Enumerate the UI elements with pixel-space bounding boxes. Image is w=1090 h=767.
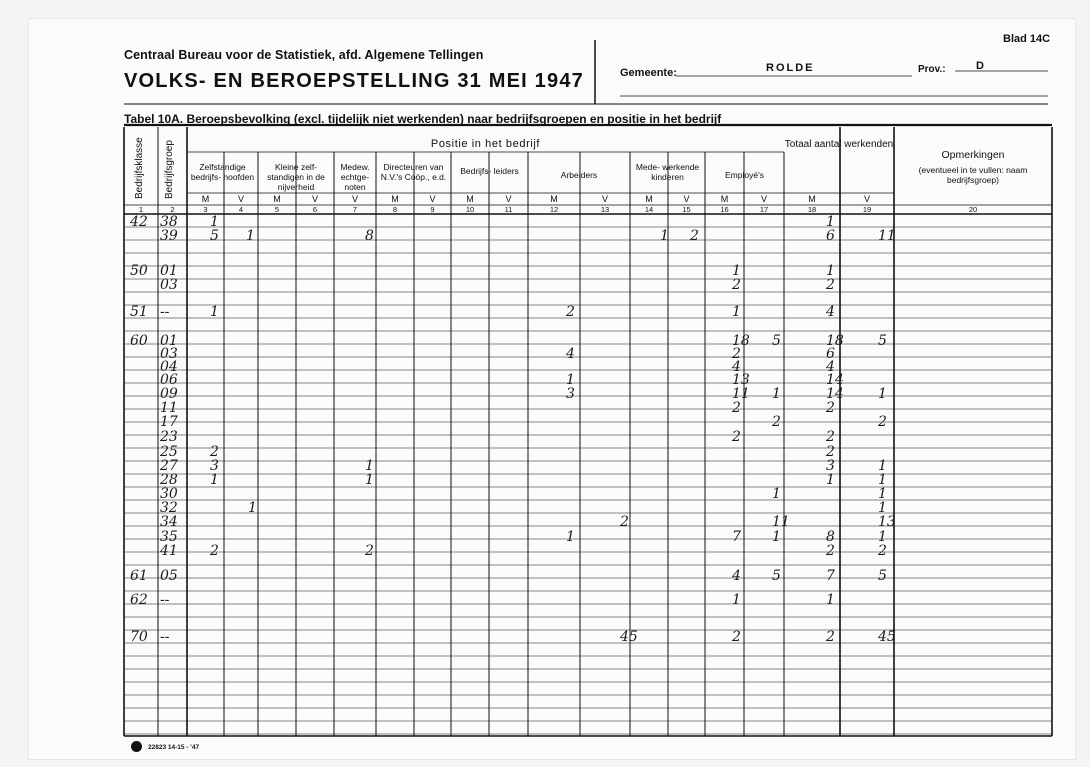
entry-c12: 4 — [566, 346, 575, 362]
entry-c7: 1 — [365, 458, 374, 474]
entry-groep: 03 — [160, 277, 178, 293]
column-number: 16 — [720, 205, 729, 214]
column-number: 17 — [759, 205, 769, 214]
entry-klasse: 62 — [130, 592, 148, 608]
mv-label: M — [550, 194, 558, 204]
entry-c18: 1 — [826, 263, 835, 279]
header-group-6: Arbeiders — [560, 170, 598, 180]
column-number: 19 — [862, 205, 872, 214]
entry-groep: 01 — [160, 263, 178, 279]
mv-label: V — [505, 194, 512, 204]
header-group-3: Medew. echtge- noten — [340, 162, 370, 192]
entry-groep: 30 — [160, 486, 178, 502]
entry-groep: 27 — [160, 458, 178, 474]
header-positie: Positie in het bedrijf — [430, 138, 541, 150]
entry-c19: 1 — [878, 486, 887, 502]
entry-c18: 6 — [826, 346, 835, 362]
column-number: 14 — [644, 205, 654, 214]
bureau-name: Centraal Bureau voor de Statistiek, afd. Algemene Tellingen — [124, 48, 484, 62]
mv-label: V — [760, 194, 767, 204]
mv-label: M — [466, 194, 474, 204]
entry-c16: 11 — [732, 386, 750, 402]
entry-c17: 11 — [772, 514, 790, 530]
entry-c19: 2 — [878, 543, 887, 559]
entry-c18: 2 — [826, 543, 835, 559]
entry-groep: 41 — [160, 543, 178, 559]
entry-c17: 1 — [772, 486, 781, 502]
column-number: 2 — [170, 205, 175, 214]
header-group-7: Mede- werkende kinderen — [635, 162, 700, 182]
entry-c16: 1 — [732, 592, 741, 608]
mv-label: V — [237, 194, 244, 204]
column-number: 20 — [968, 205, 978, 214]
entry-c18: 4 — [826, 359, 835, 375]
entry-groep: -- — [160, 304, 170, 320]
entry-c18: 18 — [826, 333, 844, 349]
entry-c19: 5 — [878, 568, 887, 584]
column-number: 11 — [504, 205, 513, 214]
header-group-1: Zelfstandige bedrijfs- hoofden — [190, 162, 255, 182]
entry-groep: 25 — [160, 444, 178, 460]
table-title: Tabel 10A. Beroepsbevolking (excl. tijdelijk niet werkenden) naar bedrijfsgroepen en positie in het bedrijf — [124, 112, 722, 126]
entry-c18: 1 — [826, 592, 835, 608]
entry-groep: 05 — [160, 568, 178, 584]
entry-groep: -- — [160, 592, 170, 608]
province-label: Prov.: — [918, 64, 946, 75]
entry-c15: 2 — [690, 228, 699, 244]
column-number: 5 — [274, 205, 280, 214]
entry-c14: 1 — [660, 228, 669, 244]
column-number: 3 — [203, 205, 208, 214]
entry-c16: 2 — [732, 277, 741, 293]
column-number: 10 — [465, 205, 475, 214]
mv-label: M — [391, 194, 399, 204]
entry-c17: 1 — [772, 386, 781, 402]
entry-groep: 32 — [160, 500, 178, 516]
header-opmerkingen-sub: (eventueel in te vullen: naam bedrijfsgroep) — [918, 165, 1028, 185]
entry-c18: 2 — [826, 629, 835, 645]
entry-c19: 2 — [878, 414, 887, 430]
entry-c19: 1 — [878, 386, 887, 402]
entry-groep: 39 — [160, 228, 178, 244]
entry-c12: 2 — [566, 304, 575, 320]
entry-c18: 2 — [826, 444, 835, 460]
sheet-number: Blad 14C — [1003, 33, 1051, 45]
mv-label: V — [863, 194, 870, 204]
entry-klasse: 42 — [130, 214, 148, 230]
entry-c16: 4 — [732, 359, 741, 375]
entry-c16: 1 — [732, 304, 741, 320]
entry-c18: 2 — [826, 277, 835, 293]
mv-label: V — [429, 194, 436, 204]
entry-groep: 38 — [160, 214, 178, 230]
entry-c19: 1 — [878, 529, 887, 545]
entry-c19: 1 — [878, 458, 887, 474]
entry-c3: 3 — [210, 458, 219, 474]
column-number: 18 — [807, 205, 817, 214]
entry-groep: 35 — [160, 529, 178, 545]
entry-groep: -- — [160, 629, 170, 645]
column-number: 1 — [138, 205, 144, 214]
entry-c12: 3 — [566, 386, 575, 402]
entry-c3: 5 — [210, 228, 219, 244]
entry-c19: 1 — [878, 472, 887, 488]
entry-groep: 01 — [160, 333, 178, 349]
mv-label: M — [645, 194, 653, 204]
entry-c18: 6 — [826, 228, 835, 244]
entry-c19: 11 — [878, 228, 896, 244]
mv-label: M — [720, 194, 729, 204]
entry-c16: 2 — [732, 629, 741, 645]
mv-label: V — [351, 194, 358, 204]
entry-c17: 5 — [772, 568, 781, 584]
entry-c16: 1 — [732, 263, 741, 279]
entry-c13: 2 — [620, 514, 629, 530]
gemeente-value: ROLDE — [766, 62, 815, 74]
province-value: D — [976, 60, 984, 72]
entry-c19: 13 — [878, 514, 896, 530]
entry-c4: 1 — [246, 228, 255, 244]
entry-c19: 1 — [878, 500, 887, 516]
entry-c18: 1 — [826, 472, 835, 488]
column-number: 4 — [238, 205, 244, 214]
entry-groep: 03 — [160, 346, 178, 362]
entry-c17: 5 — [772, 333, 781, 349]
entry-c19: 45 — [878, 629, 896, 645]
entry-klasse: 60 — [130, 333, 148, 349]
entry-groep: 04 — [160, 359, 178, 375]
header-group-4: Directeuren van N.V.'s Coöp., e.d. — [380, 162, 447, 182]
column-number: 13 — [600, 205, 610, 214]
entry-c18: 1 — [826, 214, 835, 230]
entry-c3: 1 — [210, 472, 219, 488]
header-bedrijfsgroep: Bedrijfsgroep — [164, 140, 175, 199]
entry-groep: 23 — [160, 429, 178, 445]
entry-klasse: 51 — [130, 304, 148, 320]
mv-label: V — [601, 194, 608, 204]
entry-c3: 1 — [210, 214, 219, 230]
entry-c12: 1 — [566, 372, 575, 388]
entry-c13: 45 — [620, 629, 638, 645]
entry-c7: 1 — [365, 472, 374, 488]
entry-c17: 2 — [772, 414, 781, 430]
entry-c18: 14 — [826, 372, 844, 388]
entry-groep: 09 — [160, 386, 178, 402]
header-opmerkingen: Opmerkingen — [941, 149, 1005, 161]
entry-c17: 1 — [772, 529, 781, 545]
header-group-8: Employé's — [725, 170, 764, 180]
mv-label: M — [273, 194, 281, 204]
entry-c16: 18 — [732, 333, 750, 349]
header-bedrijfsklasse: Bedrijfsklasse — [134, 137, 145, 199]
entry-c16: 2 — [732, 429, 741, 445]
entry-klasse: 61 — [130, 568, 148, 584]
column-number: 8 — [392, 205, 398, 214]
entry-groep: 34 — [160, 514, 178, 530]
mv-label: M — [201, 194, 210, 204]
entry-groep: 11 — [160, 400, 178, 416]
entry-groep: 06 — [160, 372, 178, 388]
entry-c16: 2 — [732, 346, 741, 362]
entry-c18: 3 — [826, 458, 835, 474]
entry-c16: 13 — [732, 372, 750, 388]
printer-logo-icon — [131, 741, 142, 752]
entry-groep: 17 — [160, 414, 178, 430]
header-group-5: Bedrijfs- leiders — [460, 166, 519, 176]
header-totaal: Totaal aantal werkenden — [784, 139, 894, 150]
entry-c18: 2 — [826, 429, 835, 445]
entry-c3: 1 — [210, 304, 219, 320]
form-title: VOLKS- EN BEROEPSTELLING 31 MEI 1947 — [124, 70, 584, 92]
column-number: 6 — [312, 205, 318, 214]
entry-c7: 8 — [365, 228, 374, 244]
entry-klasse: 50 — [130, 263, 148, 279]
mv-label: V — [683, 194, 690, 204]
entry-c7: 2 — [365, 543, 374, 559]
entry-c5: 1 — [248, 500, 257, 516]
entry-c18: 4 — [826, 304, 835, 320]
print-code: 22823 14-15 - '47 — [148, 744, 200, 751]
entry-c16: 4 — [732, 568, 741, 584]
entry-c18: 7 — [826, 568, 835, 584]
column-number: 12 — [549, 205, 559, 214]
column-number: 9 — [430, 205, 435, 214]
gemeente-label: Gemeente: — [620, 67, 677, 79]
entry-groep: 28 — [160, 472, 178, 488]
mv-label: M — [808, 194, 816, 204]
entry-c3: 2 — [210, 444, 219, 460]
entry-c3: 2 — [210, 543, 219, 559]
entry-c18: 2 — [826, 400, 835, 416]
column-number: 7 — [352, 205, 358, 214]
mv-label: V — [311, 194, 318, 204]
entry-c12: 1 — [566, 529, 575, 545]
header-group-2: Kleine zelf- standigen in de nijverheid — [267, 162, 325, 192]
entry-c16: 7 — [732, 529, 741, 545]
entry-c19: 5 — [878, 333, 887, 349]
column-number: 15 — [682, 205, 691, 214]
entry-c18: 14 — [826, 386, 844, 402]
entry-c18: 8 — [826, 529, 835, 545]
entry-klasse: 70 — [130, 629, 148, 645]
entry-c16: 2 — [732, 400, 741, 416]
